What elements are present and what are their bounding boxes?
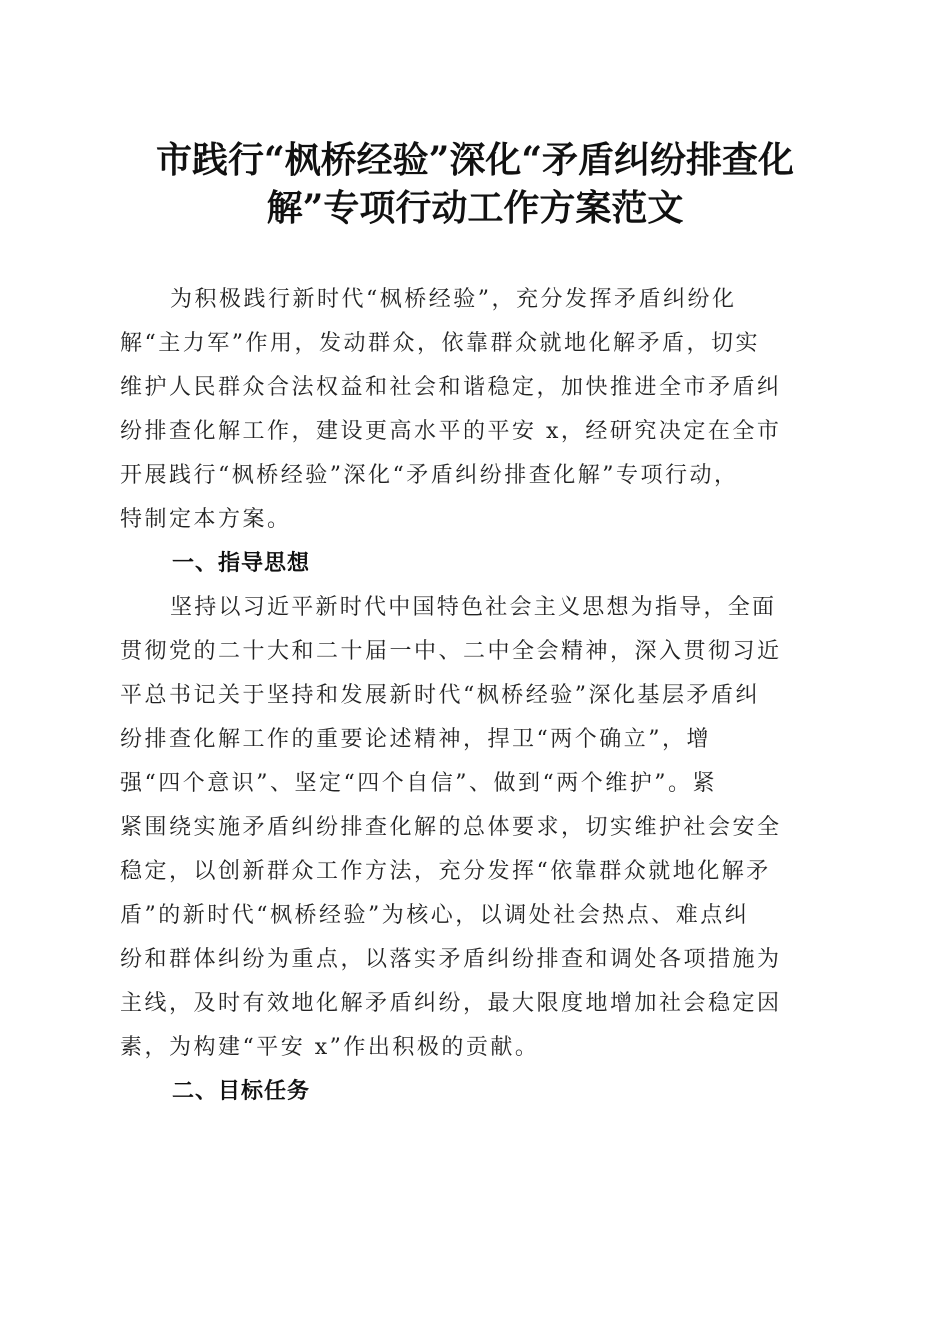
text-line: 维护人民群众合法权益和社会和谐稳定，加快推进全市矛盾纠 — [120, 375, 782, 400]
title-line-1: 市践行“枫桥经验”深化“矛盾纠纷排查化 — [155, 139, 795, 181]
text-line: 稳定，以创新群众工作方法，充分发挥“依靠群众就地化解矛 — [120, 859, 771, 884]
text-line: 纷排查化解工作，建设更高水平的平安 x，经研究决定在全市 — [120, 419, 782, 444]
document-title — [100, 136, 850, 232]
text-line: 纷和群体纠纷为重点，以落实矛盾纠纷排查和调处各项措施为 — [120, 947, 782, 972]
text-line: 特制定本方案。 — [120, 507, 292, 532]
text-line: 平总书记关于坚持和发展新时代“枫桥经验”深化基层矛盾纠 — [120, 683, 760, 708]
text-line: 盾”的新时代“枫桥经验”为核心，以调处社会热点、难点纠 — [120, 903, 750, 928]
text-line: 强“四个意识”、坚定“四个自信”、做到“两个维护”。紧 — [120, 771, 717, 796]
text-line: 为积极践行新时代“枫桥经验”，充分发挥矛盾纠纷化 — [170, 287, 737, 312]
text-line: 纷排查化解工作的重要论述精神，捍卫“两个确立”，增 — [120, 727, 711, 752]
text-line: 主线，及时有效地化解矛盾纠纷，最大限度地增加社会稳定因 — [120, 991, 782, 1016]
text-line: 贯彻党的二十大和二十届一中、二中全会精神，深入贯彻习近 — [120, 639, 782, 664]
title-line-2: 解”专项行动工作方案范文 — [266, 187, 684, 229]
section-heading-goals-tasks: 二、目标任务 — [172, 1079, 311, 1104]
text-line: 素，为构建“平安 x”作出积极的贡献。 — [120, 1035, 540, 1060]
guiding-ideology-paragraph — [120, 586, 828, 1070]
section-heading-guiding-ideology: 一、指导思想 — [172, 551, 311, 576]
text-line: 紧围绕实施矛盾纠纷排查化解的总体要求，切实维护社会安全 — [120, 815, 782, 840]
text-line: 坚持以习近平新时代中国特色社会主义思想为指导，全面 — [170, 595, 777, 620]
text-line: 开展践行“枫桥经验”深化“矛盾纠纷排查化解”专项行动， — [120, 463, 739, 488]
intro-paragraph — [120, 278, 828, 542]
text-line: 解“主力军”作用，发动群众，依靠群众就地化解矛盾，切实 — [120, 331, 760, 356]
document-body — [120, 278, 828, 1114]
